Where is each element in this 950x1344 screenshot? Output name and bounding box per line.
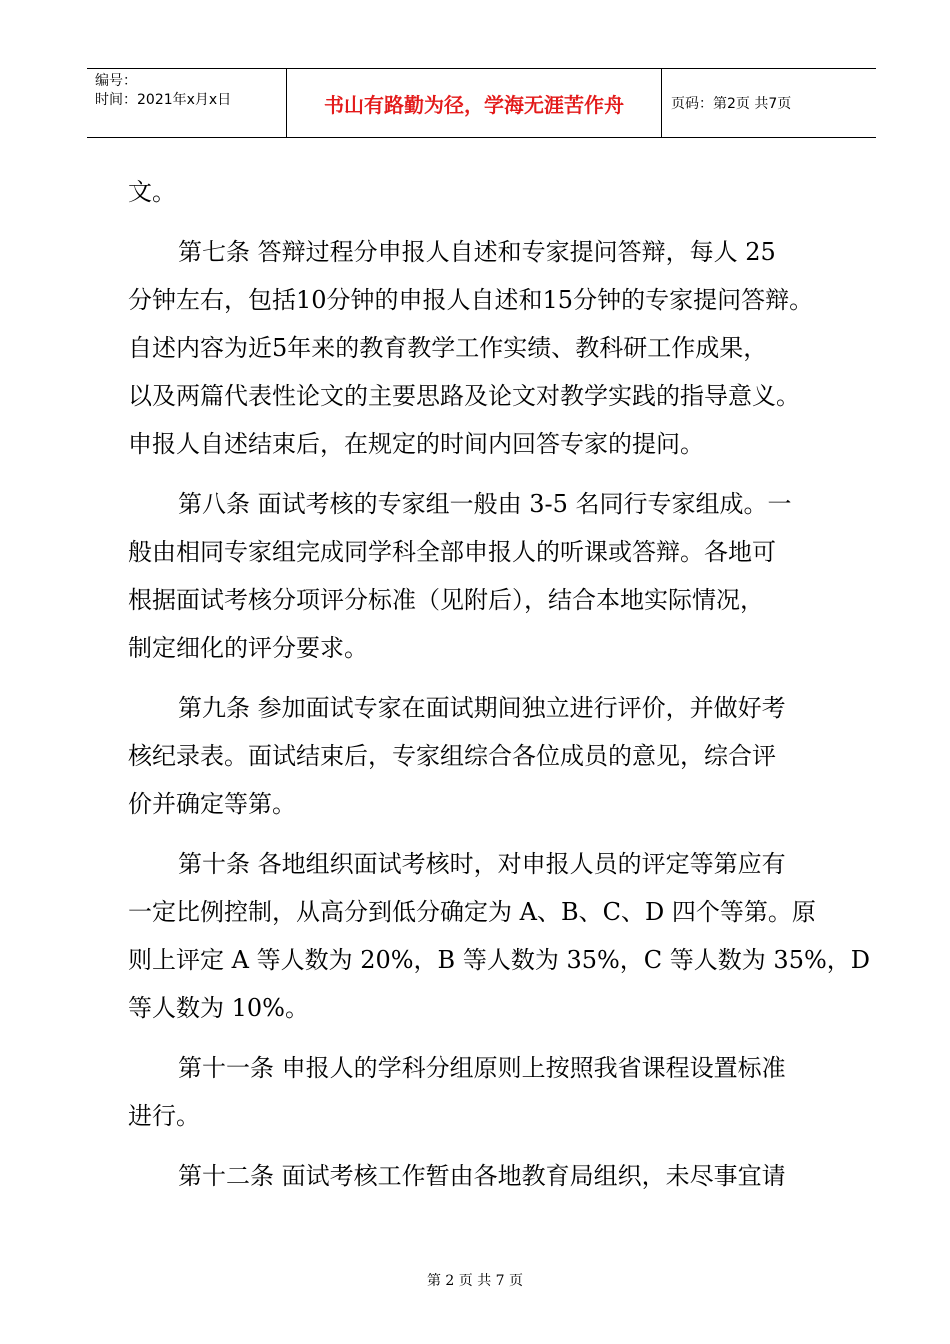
- body-line: 价并确定等第。: [128, 790, 296, 818]
- document-time: 时间：2021年x月x日: [95, 92, 232, 108]
- paragraph-gap: [128, 672, 840, 684]
- body-line: 第八条 面试考核的专家组一般由 3-5 名同行专家组成。一: [178, 490, 792, 518]
- paragraph-gap: [128, 828, 840, 840]
- header-motto: 书山有路勤为径，学海无涯苦作舟: [287, 69, 662, 137]
- page-footer: 第 2 页 共 7 页: [426, 1273, 524, 1289]
- paragraph-gap: [128, 216, 840, 228]
- body-line: 核纪录表。面试结束后，专家组综合各位成员的意见，综合评: [128, 742, 776, 770]
- body-line: 进行。: [128, 1102, 200, 1130]
- body-line: 自述内容为近5年来的教育教学工作实绩、教科研工作成果，: [128, 334, 768, 362]
- document-number: 编号：: [95, 73, 137, 89]
- header-meta: [87, 69, 287, 137]
- paragraph-gap: [128, 1140, 840, 1152]
- body-line: 第十二条 面试考核工作暂由各地教育局组织，未尽事宜请: [178, 1162, 786, 1190]
- document-body: [128, 168, 871, 1200]
- body-line: 一定比例控制，从高分到低分确定为 A、B、C、D 四个等第。原: [128, 898, 816, 926]
- paragraph-gap: [128, 468, 840, 480]
- body-line: 第九条 参加面试专家在面试期间独立进行评价，并做好考: [178, 694, 786, 722]
- body-line: 根据面试考核分项评分标准（见附后），结合本地实际情况，: [128, 586, 764, 614]
- body-line: 第七条 答辩过程分申报人自述和专家提问答辩，每人 25: [178, 238, 776, 266]
- body-line: 以及两篇代表性论文的主要思路及论文对教学实践的指导意义。: [128, 382, 800, 410]
- body-line: 申报人自述结束后，在规定的时间内回答专家的提问。: [128, 430, 704, 458]
- body-line: 文。: [128, 178, 176, 206]
- body-line: 制定细化的评分要求。: [128, 634, 368, 662]
- page-header: [87, 68, 876, 138]
- body-line: 等人数为 10%。: [128, 994, 309, 1022]
- body-line: 般由相同专家组完成同学科全部申报人的听课或答辩。各地可: [128, 538, 776, 566]
- body-line: 分钟左右，包括10分钟的申报人自述和15分钟的专家提问答辩。: [128, 286, 814, 314]
- body-line: 第十一条 申报人的学科分组原则上按照我省课程设置标准: [178, 1054, 786, 1082]
- body-line: 则上评定 A 等人数为 20%，B 等人数为 35%，C 等人数为 35%，D: [128, 946, 871, 974]
- body-line: 第十条 各地组织面试考核时，对申报人员的评定等第应有: [178, 850, 786, 878]
- paragraph-gap: [128, 1032, 840, 1044]
- header-page-number: 页码：第2页 共7页: [671, 96, 792, 112]
